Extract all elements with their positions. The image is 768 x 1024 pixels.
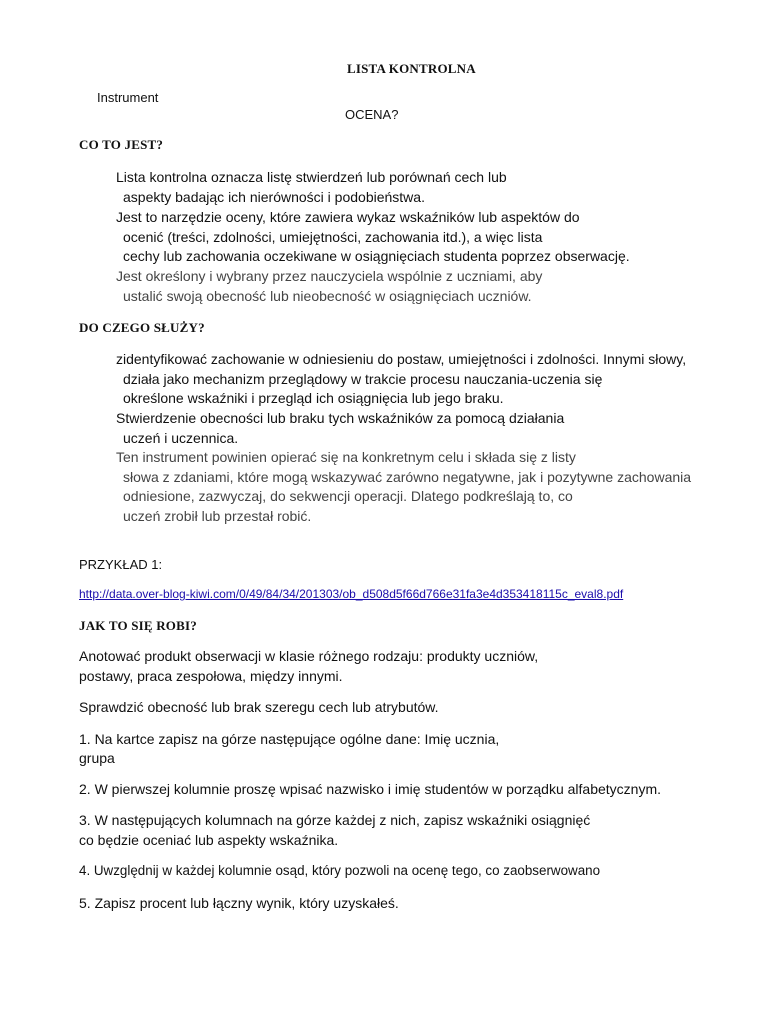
s3-step3-line2: co będzie oceniać lub aspekty wskaźnika.: [79, 832, 339, 848]
s1-item2-line3: cechy lub zachowania oczekiwane w osiągnięciach studenta poprzez obserwację.: [123, 248, 630, 264]
s2-item1-line3: określone wskaźniki i przegląd ich osiągnięcia lub jego braku.: [123, 390, 504, 406]
section-heading-jak-to-sie-robi: JAK TO SIĘ ROBI?: [79, 618, 197, 633]
s3-para1-line1: Anotować produkt obserwacji w klasie różnego rodzaju: produkty uczniów,: [79, 648, 539, 664]
page-title: LISTA KONTROLNA: [347, 61, 476, 76]
s3-step4-line1: 4. Uwzględnij w każdej kolumnie osąd, który pozwoli na ocenę tego, co zaobserwowano: [79, 863, 601, 878]
s2-item3-line1: Ten instrument powinien opierać się na konkretnym celu i składa się z listy: [116, 449, 576, 465]
s1-item3-line2: ustalić swoją obecność lub nieobecność w osiągnięciach uczniów.: [123, 288, 532, 304]
s2-item2-line2: uczeń i uczennica.: [123, 430, 239, 446]
ocena-label: OCENA?: [345, 107, 399, 122]
s3-step3-line1: 3. W następujących kolumnach na górze każdej z nich, zapisz wskaźniki osiągnięć: [79, 812, 591, 828]
s3-step1-line2: grupa: [79, 750, 115, 766]
s1-item2-line2: ocenić (treści, zdolności, umiejętności, zachowania itd.), a więc lista: [123, 229, 543, 245]
s2-item1-line2: działa jako mechanizm przeglądowy w trakcie procesu nauczania-uczenia się: [123, 371, 603, 387]
example-label: PRZYKŁAD 1:: [79, 557, 163, 572]
s3-para1-line2: postawy, praca zespołowa, między innymi.: [79, 668, 343, 684]
s3-step1-line1: 1. Na kartce zapisz na górze następujące ogólne dane: Imię ucznia,: [79, 731, 500, 747]
s2-item1-line1: zidentyfikować zachowanie w odniesieniu do postaw, umiejętności i zdolności. Innymi słowy,: [116, 351, 687, 367]
example-link[interactable]: http://data.over-blog-kiwi.com/0/49/84/34/201303/ob_d508d5f66d766e31fa3e4d353418115c_eval8.pdf: [79, 587, 624, 601]
s2-item2-line1: Stwierdzenie obecności lub braku tych wskaźników za pomocą działania: [116, 410, 565, 426]
s1-item3-line1: Jest określony i wybrany przez nauczyciela wspólnie z uczniami, aby: [116, 268, 543, 284]
s3-step5-line1: 5. Zapisz procent lub łączny wynik, który uzyskałeś.: [79, 895, 399, 911]
section-heading-co-to-jest: CO TO JEST?: [79, 137, 164, 152]
s2-item3-line3: odniesione, zazwyczaj, do sekwencji operacji. Dlatego podkreślają to, co: [123, 488, 573, 504]
s1-item1-line2: aspekty badając ich nierówności i podobieństwa.: [123, 189, 425, 205]
instrument-label: Instrument: [97, 90, 159, 105]
s2-item3-line4: uczeń zrobił lub przestał robić.: [123, 508, 312, 524]
s1-item2-line1: Jest to narzędzie oceny, które zawiera wykaz wskaźników lub aspektów do: [116, 209, 580, 225]
s3-para2-line1: Sprawdzić obecność lub brak szeregu cech lub atrybutów.: [79, 699, 439, 715]
section-heading-do-czego-sluzy: DO CZEGO SŁUŻY?: [79, 320, 205, 335]
s2-item3-line2: słowa z zdaniami, które mogą wskazywać zarówno negatywne, jak i pozytywne zachowania: [123, 469, 692, 485]
s1-item1-line1: Lista kontrolna oznacza listę stwierdzeń lub porównań cech lub: [116, 169, 507, 185]
s3-step2-line1: 2. W pierwszej kolumnie proszę wpisać nazwisko i imię studentów w porządku alfabetycznym.: [79, 781, 662, 797]
